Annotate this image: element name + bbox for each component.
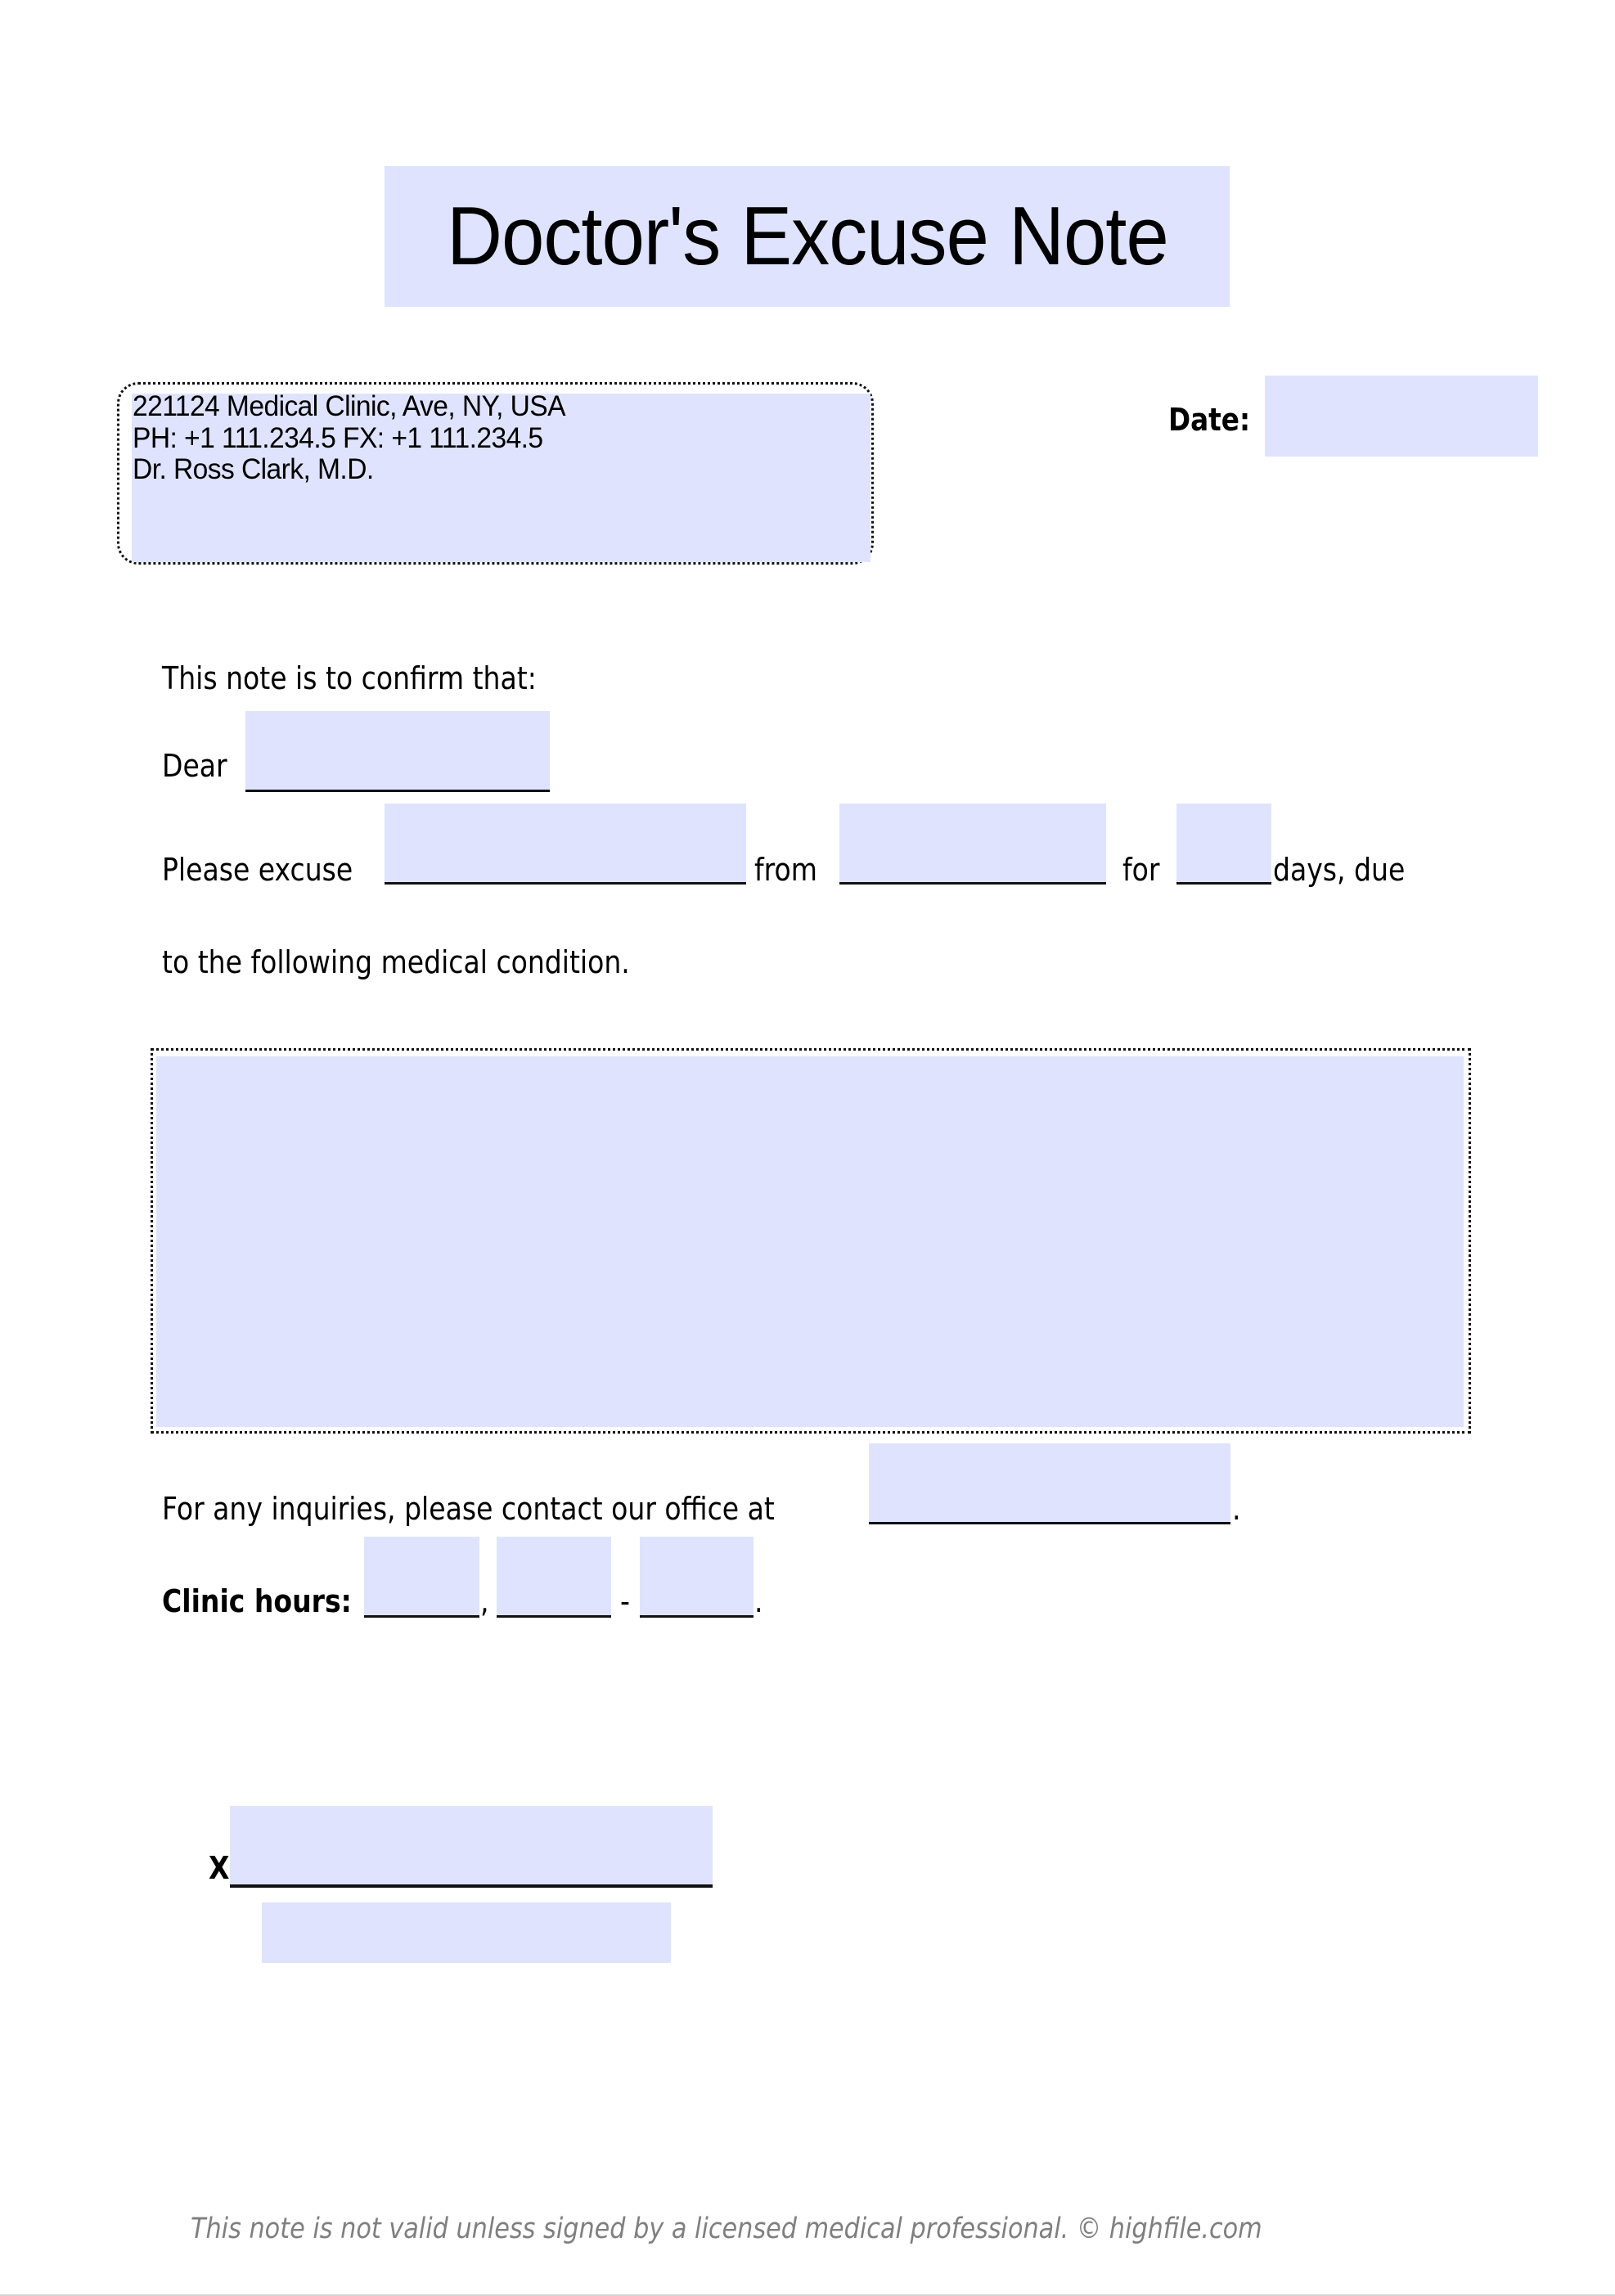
from-field[interactable]	[839, 804, 1106, 885]
hours-comma: ,	[480, 1583, 489, 1619]
date-field[interactable]	[1265, 376, 1538, 457]
dear-label: Dear	[162, 748, 227, 784]
clinic-open-time-field[interactable]	[497, 1537, 611, 1618]
clinic-address: 221124 Medical Clinic, Ave, NY, USA	[133, 390, 565, 422]
signer-name-field[interactable]	[262, 1902, 671, 1963]
clinic-info-text	[133, 391, 565, 486]
clinic-doctor: Dr. Ross Clark, M.D.	[133, 453, 374, 485]
office-contact-field[interactable]	[869, 1443, 1230, 1524]
excuse-label: Please excuse	[162, 852, 353, 888]
document-title: Doctor's Excuse Note	[446, 190, 1168, 282]
inquiry-period: .	[1232, 1491, 1241, 1527]
dear-field[interactable]	[245, 711, 550, 792]
signature-x-mark: X	[209, 1850, 230, 1886]
for-label: for	[1122, 852, 1160, 888]
clinic-days-field[interactable]	[364, 1537, 479, 1618]
days-label: days, due	[1273, 852, 1406, 888]
inquiry-text: For any inquiries, please contact our office at	[162, 1491, 775, 1527]
medical-condition-field[interactable]	[156, 1056, 1464, 1427]
clinic-phone-fax: PH: +1 111.234.5 FX: +1 111.234.5	[133, 421, 543, 454]
condition-text: to the following medical condition.	[162, 944, 630, 980]
hours-dash: -	[620, 1583, 630, 1619]
hours-period: .	[754, 1583, 763, 1619]
signature-field[interactable]	[230, 1806, 713, 1888]
clinic-hours-label: Clinic hours:	[162, 1583, 352, 1619]
from-label: from	[754, 852, 817, 888]
footer-disclaimer: This note is not valid unless signed by a licensed medical professional. © highfile.com	[191, 2213, 1262, 2245]
clinic-close-time-field[interactable]	[640, 1537, 754, 1618]
date-label: Date:	[1168, 402, 1251, 438]
excuse-name-field[interactable]	[385, 804, 746, 885]
days-count-field[interactable]	[1176, 804, 1271, 885]
title-box	[385, 166, 1230, 307]
confirm-text: This note is to confirm that:	[162, 660, 537, 696]
